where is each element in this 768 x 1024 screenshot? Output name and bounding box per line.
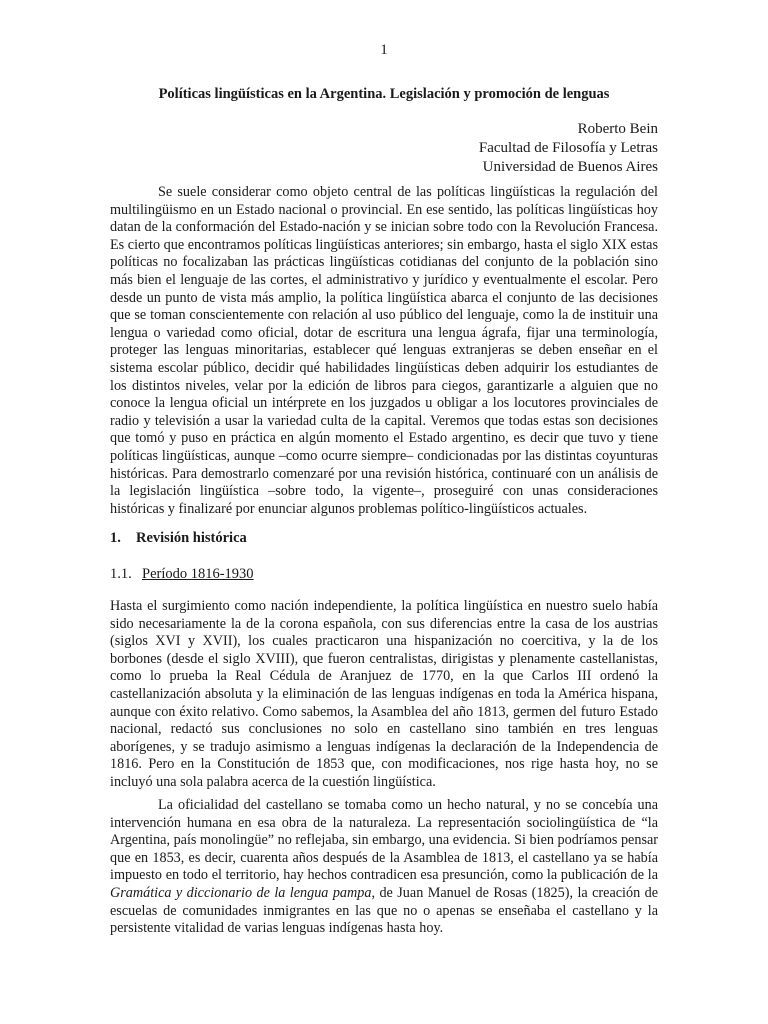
- book-title-reference: Gramática y diccionario de la lengua pampa: [110, 884, 372, 901]
- author-university: Universidad de Buenos Aires: [482, 159, 658, 175]
- intro-paragraph: Se suele considerar como objeto central de las políticas lingüísticas la regulación del multilingüismo en un Estado nacional o provincial. En ese sentido, las políticas lingüísticas hoy datan de la conformación del Estado-nación y se inician sobre todo con la Revolución Francesa. Es cierto que encontramos políticas lingüísticas anteriores; sin embargo, hasta el siglo XIX estas políticas no focalizaban las prácticas lingüísticas cotidianas del conjunto de la población sino más bien el lenguaje de las cortes, el administrativo y jurídico y eventualmente el escolar. Pero desde un punto de vista más amplio, la política lingüística abarca el conjunto de las decisiones que se toman conscientemente con relación al uso público del lenguaje, como la de instituir una lengua o variedad como oficial, dotar de escritura una lengua ágrafa, fijar una terminología, proteger las lenguas minoritarias, establecer qué lenguas extranjeras se deben enseñar en el sistema escolar público, decidir qué habilidades lingüísticas deben adquirir los estudiantes de los distintos niveles, velar por la edición de libros para ciegos, garantizarle a alguien que no conoce la lengua oficial un intérprete en los juzgados u obligar a los locutores provinciales de radio y televisión a usar la variedad culta de la capital. Veremos que todas estas son decisiones que tomó y puso en práctica en algún momento el Estado argentino, es decir que tuvo y tiene políticas lingüísticas, aunque –como ocurre siempre– condicionadas por las distintas coyunturas históricas. Para demostrarlo comenzaré por una revisión histórica, continuaré con un análisis de la legislación lingüística –sobre todo, la vigente–, proseguiré con unas consideraciones históricas y finalizaré por enunciar algunos problemas político-lingüísticos actuales.: [110, 184, 658, 517]
- section-heading: [110, 530, 247, 547]
- section-number: 1.: [110, 530, 121, 546]
- body-paragraph-2: Hasta el surgimiento como nación independiente, la política lingüística en nuestro suelo había sido necesariamente la de la corona española, con sus diferencias entre la casa de los austrias (siglos XVI y XVII), los cuales practicaron una hispanización no coercitiva, y la de los borbones (desde el siglo XVIII), que fueron centralistas, dirigistas y plenamente castellanistas, como lo prueba la Real Cédula de Aranjuez de 1770, en la que Carlos III ordenó la castellanización absoluta y la eliminación de las lenguas indígenas en toda la América hispana, aunque con éxito relativo. Como sabemos, la Asamblea del año 1813, germen del futuro Estado nacional, redactó sus conclusiones no solo en castellano sino también en tres lenguas aborígenes, y se tradujo asimismo a lenguas indígenas la declaración de la Independencia de 1816. Pero en la Constitución de 1853 que, con modificaciones, nos rige hasta hoy, no se incluyó una sola palabra acerca de la cuestión lingüística.: [110, 598, 658, 790]
- page-number: 1: [380, 42, 388, 58]
- body-paragraph-3: [110, 797, 658, 938]
- subsection-title: Período 1816-1930: [142, 566, 254, 582]
- paper-title: Políticas lingüísticas en la Argentina. Legislación y promoción de lenguas: [158, 86, 610, 102]
- subsection-number: 1.1.: [110, 566, 132, 582]
- author-block: [479, 120, 658, 177]
- subsection-heading: [110, 566, 254, 583]
- author-name: Roberto Bein: [577, 121, 658, 137]
- paragraph-3-text-end: , de Juan Manuel de Rosas (1825), la creación de escuelas de comunidades inmigrantes en las que no o apenas se enseñaba el castellano y la persistente vitalidad de varias lenguas indígenas hasta hoy.: [110, 884, 658, 937]
- section-title: Revisión histórica: [136, 530, 247, 546]
- author-faculty: Facultad de Filosofía y Letras: [478, 140, 658, 156]
- paragraph-3-text-start: La oficialidad del castellano se tomaba como un hecho natural, y no se concebía una intervención humana en esa obra de la naturaleza. La representación sociolingüística de “la Argentina, país monolingüe” no reflejaba, sin embargo, una evidencia. Si bien podríamos pensar que en 1853, es decir, cuarenta años después de la Asamblea de 1813, el castellano ya se había impuesto en todo el territorio, hay hechos contradicen esa presunción, como la publicación de la: [110, 797, 658, 884]
